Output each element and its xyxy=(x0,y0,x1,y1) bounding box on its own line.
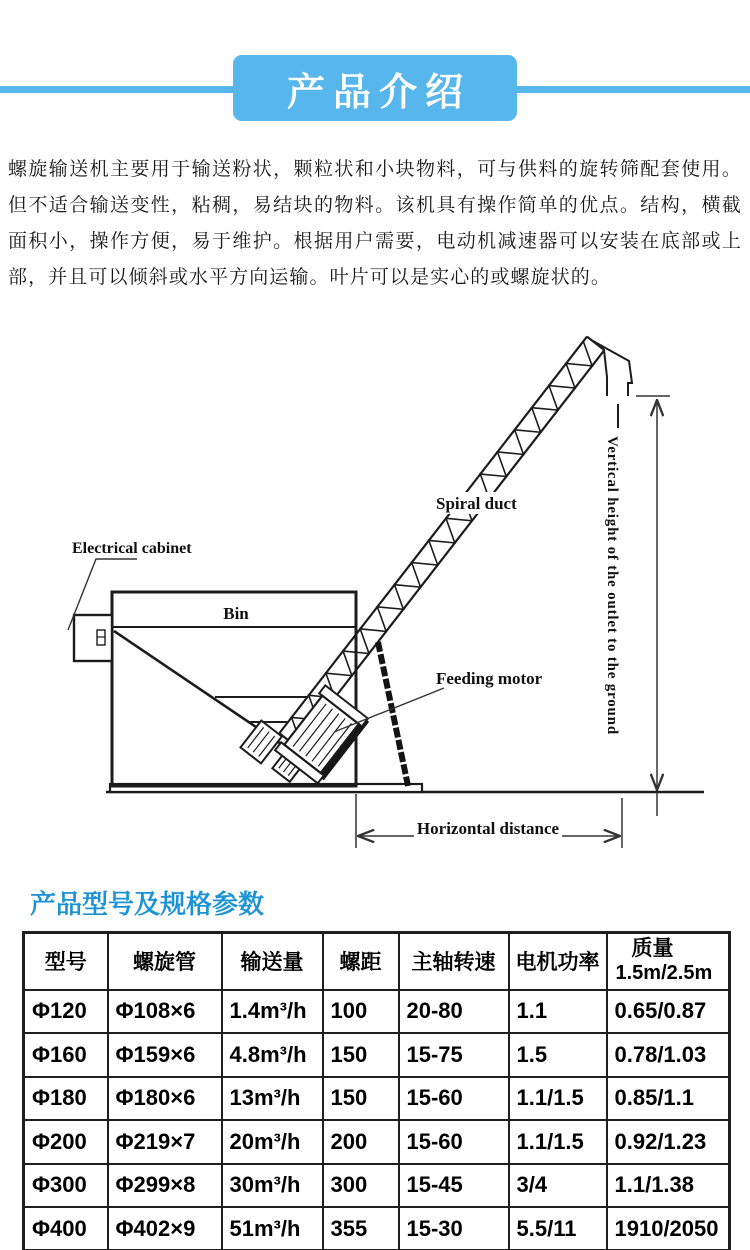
vertical-dimension xyxy=(636,396,670,816)
col-header-mass-sub: 1.5m/2.5m xyxy=(615,962,713,985)
label-bin: Bin xyxy=(223,604,249,623)
table-row xyxy=(24,1164,730,1208)
cell-spindle-speed: 15-30 xyxy=(399,1207,509,1250)
cell-mass: 0.65/0.87 xyxy=(607,990,730,1034)
cell-pitch: 300 xyxy=(323,1164,399,1208)
cell-motor-power: 1.1/1.5 xyxy=(509,1120,607,1164)
intro-paragraph: 螺旋输送机主要用于输送粉状，颗粒状和小块物料，可与供料的旋转筛配套使用。但不适合输送变性，粘稠，易结块的物料。该机具有操作简单的优点。结构，横截面积小，操作方便，易于维护。根据用户需要，电动机减速器可以安装在底部或上部，并且可以倾斜或水平方向运输。叶片可以是实心的或螺旋状的。 xyxy=(8,159,742,288)
cell-spiral-tube: Φ402×9 xyxy=(108,1207,222,1250)
cell-motor-power: 3/4 xyxy=(509,1164,607,1208)
cell-spiral-tube: Φ180×6 xyxy=(108,1077,222,1121)
cell-mass: 1.1/1.38 xyxy=(607,1164,730,1208)
label-feeding-motor: Feeding motor xyxy=(436,669,543,688)
table-row xyxy=(24,1120,730,1164)
support-leg xyxy=(378,642,408,786)
cell-mass: 0.85/1.1 xyxy=(607,1077,730,1121)
cell-pitch: 355 xyxy=(323,1207,399,1250)
cell-motor-power: 1.1 xyxy=(509,990,607,1034)
cell-model: Φ120 xyxy=(24,990,108,1034)
cell-capacity: 1.4m³/h xyxy=(222,990,323,1034)
label-vertical-height: Vertical height of the outlet to the ground xyxy=(604,436,620,735)
table-header-row xyxy=(24,933,730,990)
cell-model: Φ300 xyxy=(24,1164,108,1208)
cell-model: Φ200 xyxy=(24,1120,108,1164)
label-electrical-cabinet: Electrical cabinet xyxy=(72,540,192,557)
col-header-mass xyxy=(607,933,730,990)
label-spiral-duct: Spiral duct xyxy=(436,494,517,513)
conveyor-diagram xyxy=(0,330,750,875)
col-header-spiral-tube: 螺旋管 xyxy=(108,933,222,990)
cell-spindle-speed: 15-45 xyxy=(399,1164,509,1208)
spec-section-title: 产品型号及规格参数 xyxy=(30,889,265,919)
col-header-model: 型号 xyxy=(24,933,108,990)
cell-capacity: 20m³/h xyxy=(222,1120,323,1164)
cell-mass: 1910/2050 xyxy=(607,1207,730,1250)
cell-spindle-speed: 15-75 xyxy=(399,1033,509,1077)
cell-motor-power: 5.5/11 xyxy=(509,1207,607,1250)
cell-pitch: 150 xyxy=(323,1077,399,1121)
outlet-spout xyxy=(593,341,632,428)
table-row xyxy=(24,1207,730,1250)
col-header-pitch: 螺距 xyxy=(323,933,399,990)
col-header-capacity: 输送量 xyxy=(222,933,323,990)
cell-model: Φ400 xyxy=(24,1207,108,1250)
cell-spiral-tube: Φ159×6 xyxy=(108,1033,222,1077)
cell-capacity: 51m³/h xyxy=(222,1207,323,1250)
cell-motor-power: 1.5 xyxy=(509,1033,607,1077)
cell-capacity: 30m³/h xyxy=(222,1164,323,1208)
banner-title: 产品介绍 xyxy=(286,71,471,114)
spec-table xyxy=(22,931,731,1250)
cell-spiral-tube: Φ219×7 xyxy=(108,1120,222,1164)
feeding-motor-assembly xyxy=(240,668,370,801)
electrical-cabinet-box xyxy=(74,615,112,661)
cell-spiral-tube: Φ108×6 xyxy=(108,990,222,1034)
cell-capacity: 13m³/h xyxy=(222,1077,323,1121)
cell-motor-power: 1.1/1.5 xyxy=(509,1077,607,1121)
cell-model: Φ180 xyxy=(24,1077,108,1121)
table-row xyxy=(24,1077,730,1121)
col-header-spindle-speed: 主轴转速 xyxy=(399,933,509,990)
cell-spindle-speed: 15-60 xyxy=(399,1077,509,1121)
cell-capacity: 4.8m³/h xyxy=(222,1033,323,1077)
cell-pitch: 200 xyxy=(323,1120,399,1164)
cell-mass: 0.78/1.03 xyxy=(607,1033,730,1077)
table-row xyxy=(24,1033,730,1077)
col-header-motor-power: 电机功率 xyxy=(509,933,607,990)
table-row xyxy=(24,990,730,1034)
cell-spindle-speed: 15-60 xyxy=(399,1120,509,1164)
cell-pitch: 150 xyxy=(323,1033,399,1077)
banner xyxy=(233,55,517,121)
col-header-mass-title: 质量 xyxy=(631,937,674,961)
label-horizontal-distance: Horizontal distance xyxy=(416,819,560,838)
cell-pitch: 100 xyxy=(323,990,399,1034)
cell-spindle-speed: 20-80 xyxy=(399,990,509,1034)
cell-spiral-tube: Φ299×8 xyxy=(108,1164,222,1208)
cell-mass: 0.92/1.23 xyxy=(607,1120,730,1164)
cell-model: Φ160 xyxy=(24,1033,108,1077)
